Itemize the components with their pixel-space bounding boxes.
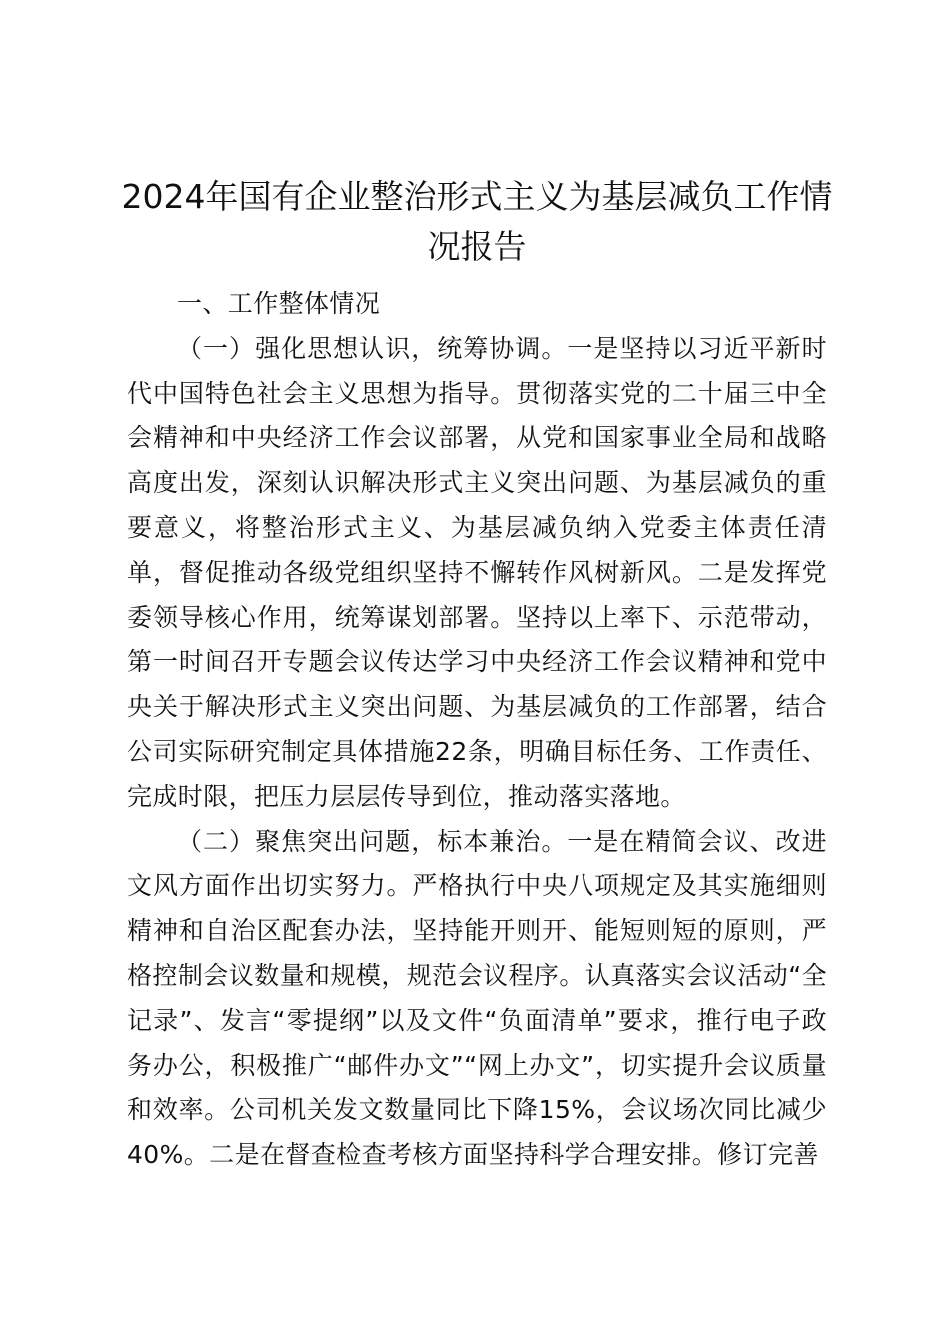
document-body xyxy=(127,282,827,1178)
body-paragraph: （一）强化思想认识，统筹协调。一是坚持以习近平新时代中国特色社会主义思想为指导。贯彻落实党的二十届三中全会精神和中央经济工作会议部署，从党和国家事业全局和战略高度出发，深刻认识解决形式主义突出问题、为基层减负的重要意义，将整治形式主义、为基层减负纳入党委主体责任清单，督促推动各级党组织坚持不懈转作风树新风。二是发挥党委领导核心作用，统筹谋划部署。坚持以上率下、示范带动，第一时间召开专题会议传达学习中央经济工作会议精神和党中央关于解决形式主义突出问题、为基层减负的工作部署，结合公司实际研究制定具体措施22条，明确目标任务、工作责任、完成时限，把压力层层传导到位，推动落实落地。 xyxy=(127,333,827,811)
body-paragraph: （二）聚焦突出问题，标本兼治。一是在精简会议、改进文风方面作出切实努力。严格执行中央八项规定及其实施细则精神和自治区配套办法，坚持能开则开、能短则短的原则，严格控制会议数量和规模，规范会议程序。认真落实会议活动“全记录”、发言“零提纲”以及文件“负面清单”要求，推行电子政务办公，积极推广“邮件办文”“网上办文”，切实提升会议质量和效率。公司机关发文数量同比下降15%，会议场次同比减少40%。二是在督查检查考核方面坚持科学合理安排。修订完善 xyxy=(127,826,827,1170)
document-title: 2024年国有企业整治形式主义为基层减负工作情况报告 xyxy=(121,177,833,266)
section-heading: 一、工作整体情况 xyxy=(177,289,381,318)
